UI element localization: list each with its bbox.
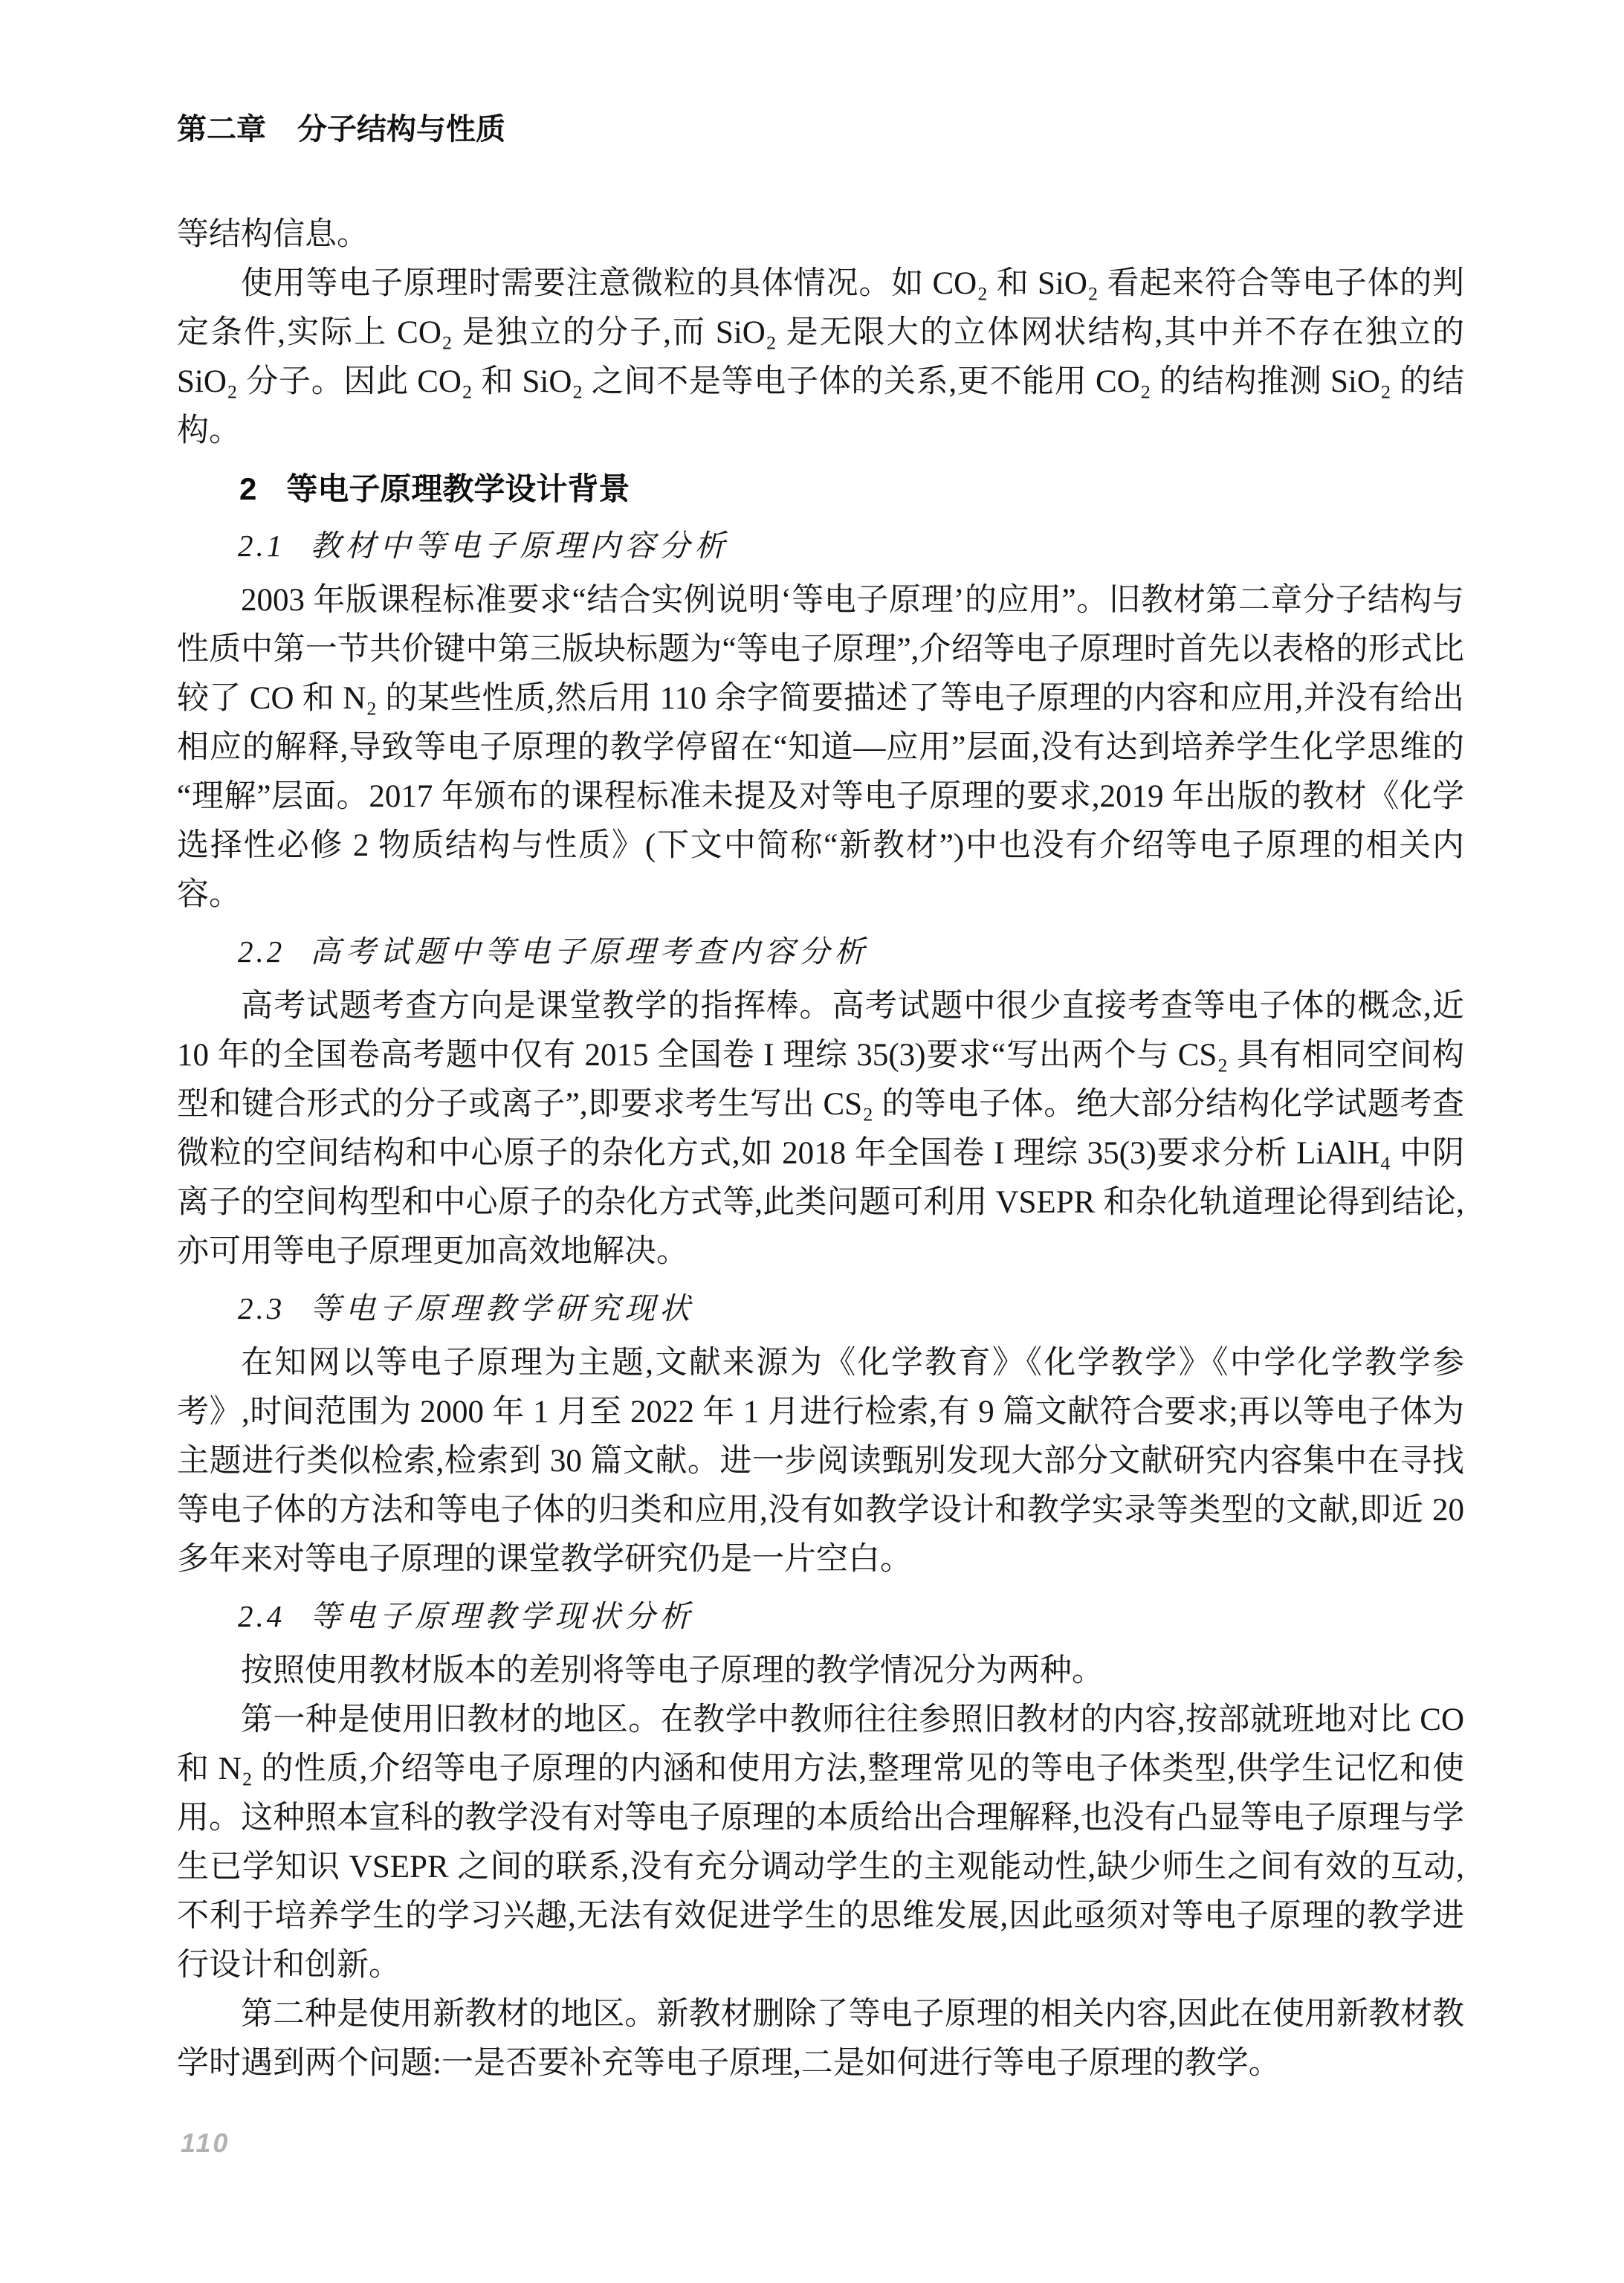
paragraph: 按照使用教材版本的差别将等电子原理的教学情况分为两种。	[241, 1653, 1104, 1688]
subsection-number: 2.4	[238, 1599, 285, 1633]
subsection-heading	[177, 1284, 1464, 1333]
page-content	[177, 210, 1464, 2088]
paragraph: 在知网以等电子原理为主题,文献来源为《化学教育》《化学教学》《中学化学教学参考》,时间范围为 2000 年 1 月至 2022 年 1 月进行检索,有 9 篇文献符合要求;再以等电子体为主题进行类似检索,检索到 30 篇文献。进一步阅读甄别发现大部分文献研究内容集中在寻找等电子体的方法和等电子体的归类和应用,没有如教学设计和教学实录等类型的文献,即近 20 多年来对等电子原理的课堂教学研究仍是一片空白。	[177, 1346, 1464, 1577]
subsection-title: 等电子原理教学研究现状	[310, 1291, 695, 1325]
paragraph: 第一种是使用旧教材的地区。在教学中教师往往参照旧教材的内容,按部就班地对比 CO 和 N₂ 的性质,介绍等电子原理的内涵和使用方法,整理常见的等电子体类型,供学生记忆和使用。这种照本宣科的教学没有对等电子原理的本质给出合理解释,也没有凸显等电子原理与学生已学知识 VSEPR 之间的联系,没有充分调动学生的主观能动性,缺少师生之间有效的互动,不利于培养学生的学习兴趣,无法有效促进学生的思维发展,因此亟须对等电子原理的教学进行设计和创新。	[177, 1702, 1464, 1983]
subsection-number: 2.1	[238, 529, 285, 563]
paragraph: 2003 年版课程标准要求“结合实例说明‘等电子原理’的应用”。旧教材第二章分子结构与性质中第一节共价键中第三版块标题为“等电子原理”,介绍等电子原理时首先以表格的形式比较了 CO 和 N₂ 的某些性质,然后用 110 余字简要描述了等电子原理的内容和应用,并没有给出相应的解释,导致等电子原理的教学停留在“知道—应用”层面,没有达到培养学生化学思维的“理解”层面。2017 年颁布的课程标准未提及对等电子原理的要求,2019 年出版的教材《化学选择性必修 2 物质结构与性质》(下文中简称“新教材”)中也没有介绍等电子原理的相关内容。	[177, 583, 1464, 912]
paragraph: 高考试题考查方向是课堂教学的指挥棒。高考试题中很少直接考查等电子体的概念,近 10 年的全国卷高考题中仅有 2015 全国卷 I 理综 35(3)要求“写出两个与 CS₂ 具有相同空间构型和键合形式的分子或离子”,即要求考生写出 CS₂ 的等电子体。绝大部分结构化学试题考查微粒的空间结构和中心原子的杂化方式,如 2018 年全国卷 I 理综 35(3)要求分析 LiAlH₄ 中阴离子的空间构型和中心原子的杂化方式等,此类问题可利用 VSEPR 和杂化轨道理论得到结论,亦可用等电子原理更加高效地解决。	[177, 989, 1464, 1269]
chapter-title: 分子结构与性质	[297, 113, 505, 146]
section-heading	[177, 465, 1464, 514]
section-title: 等电子原理教学设计背景	[286, 471, 630, 506]
chapter-header	[177, 112, 505, 147]
subsection-heading	[177, 927, 1464, 976]
subsection-number: 2.2	[238, 934, 285, 969]
subsection-title: 高考试题中等电子原理考查内容分析	[310, 934, 870, 969]
continuation-paragraph: 等结构信息。	[177, 217, 369, 252]
paragraph: 第二种是使用新教材的地区。新教材删除了等电子原理的相关内容,因此在使用新教材教学时遇到两个问题:一是否要补充等电子原理,二是如何进行等电子原理的教学。	[177, 1997, 1464, 2081]
chapter-label: 第二章	[177, 113, 266, 146]
subsection-heading	[177, 521, 1464, 570]
page-number: 110	[181, 2128, 230, 2158]
subsection-number: 2.3	[238, 1291, 285, 1325]
subsection-heading	[177, 1592, 1464, 1641]
paragraph: 使用等电子原理时需要注意微粒的具体情况。如 CO₂ 和 SiO₂ 看起来符合等电子体的判定条件,实际上 CO₂ 是独立的分子,而 SiO₂ 是无限大的立体网状结构,其中并不存在独立的 SiO₂ 分子。因此 CO₂ 和 SiO₂ 之间不是等电子体的关系,更不能用 CO₂ 的结构推测 SiO₂ 的结构。	[177, 266, 1464, 448]
subsection-title: 教材中等电子原理内容分析	[310, 529, 730, 563]
section-number: 2	[239, 471, 257, 506]
subsection-title: 等电子原理教学现状分析	[310, 1599, 695, 1633]
